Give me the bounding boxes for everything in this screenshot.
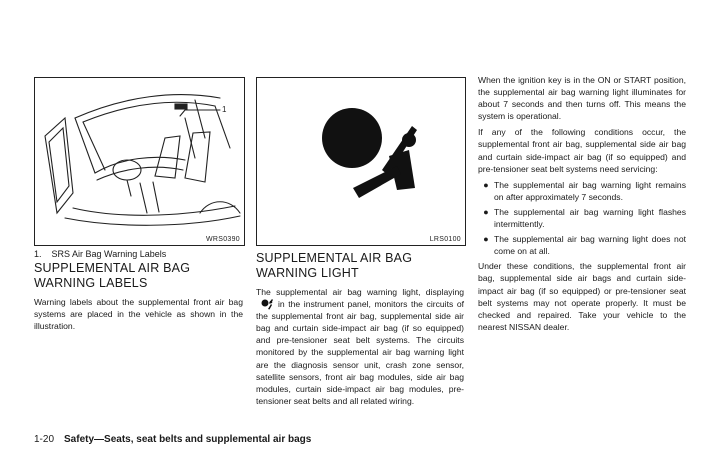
body-text-after-icon: in the instrument panel, monitors the circuits of the supplemental front air bag, supplemental side air bag and curtain side-impact air bag (if so equipped) and pre-tensioner seat belt systems. The circuits monitored by the supplemental air bag warning light are the diagnosis sensor unit, crash zone sensor, satellite sensors, front air bag modules, side air bag modules, curtain side-impact air bag modules, pre-tensioner seat belts and all related wiring. [256, 299, 464, 406]
section-heading [256, 251, 464, 281]
left-column [34, 248, 243, 336]
bullet-dot-icon: ● [483, 234, 489, 245]
body-text-before-icon: The supplemental air bag warning light, displaying [256, 287, 464, 297]
bullet-item [478, 179, 686, 203]
figure-caption: 1. SRS Air Bag Warning Labels [34, 249, 167, 259]
airbag-warning-symbol-icon [257, 78, 465, 245]
figure-code: LRS0100 [429, 236, 461, 243]
section-heading [34, 261, 243, 291]
figure-airbag-labels [34, 77, 245, 246]
bullet-dot-icon: ● [483, 206, 489, 217]
heading-line: WARNING LIGHT [256, 266, 359, 280]
figure-warning-light [256, 77, 466, 246]
bullet-text: The supplemental air bag warning light does not come on at all. [494, 234, 686, 257]
bullet-item [478, 206, 686, 230]
heading-line: SUPPLEMENTAL AIR BAG [256, 251, 413, 265]
chapter-title: Safety—Seats, seat belts and supplemental air bags [64, 434, 312, 445]
callout-number: 1 [222, 105, 227, 114]
figure-code: WRS0390 [205, 236, 240, 243]
bullet-text: The supplemental air bag warning light flashes intermittently. [494, 206, 686, 230]
car-interior-illustration-icon [35, 78, 244, 245]
heading-line: SUPPLEMENTAL AIR BAG [34, 261, 191, 275]
bullet-text: The supplemental air bag warning light remains on after approximately 7 seconds. [494, 179, 686, 202]
body-paragraph: When the ignition key is in the ON or START position, the supplemental air bag warning light illuminates for about 7 seconds and then turns off. This means the system is operational. [478, 75, 686, 122]
page-footer [34, 434, 311, 445]
right-column [478, 74, 686, 337]
body-paragraph: Warning labels about the supplemental front air bag systems are placed in the vehicle as shown in the illustration. [34, 297, 243, 332]
body-paragraph [256, 286, 464, 407]
airbag-warning-inline-icon [260, 298, 274, 310]
body-paragraph: If any of the following conditions occur, the supplemental front air bag, supplemental side air bag and curtain side-impact air bag (if so equipped) and pre-tensioner seat belt systems need servicing: [478, 127, 686, 174]
heading-line: WARNING LABELS [34, 276, 148, 290]
middle-column [256, 250, 464, 411]
bullet-item [478, 233, 686, 257]
page-number: 1-20 [34, 434, 55, 445]
body-paragraph: Under these conditions, the supplemental front air bag, supplemental side air bags and curtain side-impact air bag (if so equipped) or pre-tensioner seat belt systems may not operate properly. It must be checked and repaired. Take your vehicle to the nearest NISSAN dealer. [478, 261, 686, 332]
bullet-dot-icon: ● [483, 179, 489, 190]
